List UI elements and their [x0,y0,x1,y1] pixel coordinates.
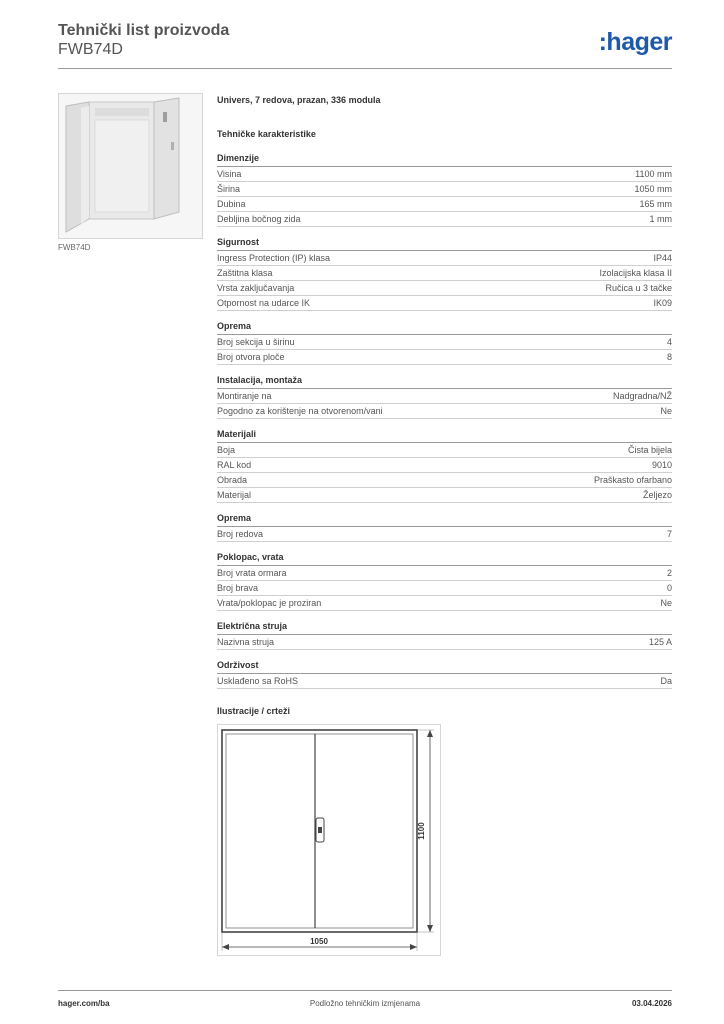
spec-row [217,473,672,488]
page-header [58,22,672,69]
spec-value: Da [660,676,672,686]
spec-value: Željezo [642,490,672,500]
spec-row [217,404,672,419]
spec-group-title: Električna struja [217,621,672,635]
product-name: Univers, 7 redova, prazan, 336 modula [217,95,381,105]
spec-group [217,429,672,503]
spec-value: 8 [666,352,672,362]
spec-label: Zaštitna klasa [217,268,273,278]
spec-label: Visina [217,169,242,179]
spec-value: 165 mm [639,199,672,209]
spec-group [217,621,672,650]
hager-logo: :hager [598,28,672,56]
spec-label: RAL kod [217,460,252,470]
spec-value: Izolacijska klasa II [599,268,672,278]
technical-drawing [217,724,441,956]
spec-group-title: Oprema [217,513,672,527]
spec-value: 9010 [651,460,672,470]
spec-row [217,389,672,404]
spec-label: Obrada [217,475,248,485]
width-dimension-label: 1050 [310,937,328,946]
spec-value: 125 A [648,637,672,647]
spec-label: Usklađeno sa RoHS [217,676,299,686]
spec-value: 4 [666,337,672,347]
illustrations-title: Ilustracije / crteži [217,706,291,716]
website-link[interactable]: hager.com/ba [58,999,110,1008]
spec-row [217,266,672,281]
spec-row [217,581,672,596]
spec-value: 0 [666,583,672,593]
spec-group-title: Sigurnost [217,237,672,251]
spec-label: Ingress Protection (IP) klasa [217,253,331,263]
spec-label: Broj brava [217,583,259,593]
spec-label: Otpornost na udarce IK [217,298,311,308]
spec-row [217,167,672,182]
spec-row [217,596,672,611]
spec-label: Materijal [217,490,252,500]
spec-group [217,237,672,311]
spec-value: Nadgradna/NŽ [612,391,672,401]
spec-value: 7 [666,529,672,539]
spec-label: Boja [217,445,236,455]
spec-value: 1 mm [649,214,672,224]
spec-content [217,95,672,689]
spec-label: Broj vrata ormara [217,568,287,578]
spec-row [217,635,672,650]
spec-row [217,443,672,458]
spec-row [217,458,672,473]
spec-row [217,182,672,197]
spec-label: Vrata/poklopac je proziran [217,598,322,608]
spec-row [217,527,672,542]
spec-group [217,552,672,611]
document-date: 03.04.2026 [631,999,672,1008]
spec-label: Montiranje na [217,391,272,401]
spec-row [217,350,672,365]
disclaimer: Podložno tehničkim izmjenama [309,999,421,1008]
spec-group [217,513,672,542]
spec-row [217,566,672,581]
cabinet-image [59,94,202,238]
spec-label: Broj otvora ploče [217,352,285,362]
spec-row [217,212,672,227]
spec-value: IK09 [653,298,672,308]
spec-row [217,197,672,212]
spec-row [217,335,672,350]
spec-label: Širina [217,184,241,194]
spec-group-title: Dimenzije [217,153,672,167]
spec-label: Vrsta zaključavanja [217,283,295,293]
spec-label: Broj redova [217,529,264,539]
spec-value: 1100 mm [635,169,672,179]
spec-label: Pogodno za korištenje na otvorenom/vani [217,406,383,416]
product-code: FWB74D [58,41,123,58]
spec-value: Čista bijela [627,445,672,455]
height-dimension-label: 1100 [417,822,426,840]
image-caption: FWB74D [58,243,91,252]
spec-row [217,281,672,296]
spec-group-title: Instalacija, montaža [217,375,672,389]
spec-value: Praškasto ofarbano [593,475,672,485]
page-footer [58,990,672,1021]
product-image [58,93,203,239]
spec-value: Ne [660,598,672,608]
spec-value: IP44 [653,253,672,263]
spec-group [217,375,672,419]
spec-value: 1050 mm [634,184,672,194]
section-title: Tehničke karakteristike [217,129,316,139]
spec-groups [217,153,672,689]
cabinet-drawing [218,725,440,955]
spec-row [217,296,672,311]
spec-label: Debljina bočnog zida [217,214,301,224]
spec-group-title: Materijali [217,429,672,443]
spec-row [217,674,672,689]
spec-label: Dubina [217,199,246,209]
spec-value: Ne [660,406,672,416]
spec-group-title: Poklopac, vrata [217,552,672,566]
spec-group [217,153,672,227]
spec-group [217,660,672,689]
spec-group-title: Oprema [217,321,672,335]
spec-row [217,251,672,266]
spec-value: 2 [666,568,672,578]
spec-label: Broj sekcija u širinu [217,337,295,347]
spec-value: Ručica u 3 tačke [605,283,672,293]
spec-group-title: Održivost [217,660,672,674]
spec-label: Nazivna struja [217,637,275,647]
spec-row [217,488,672,503]
page-title: Tehnički list proizvoda [58,22,230,39]
spec-group [217,321,672,365]
